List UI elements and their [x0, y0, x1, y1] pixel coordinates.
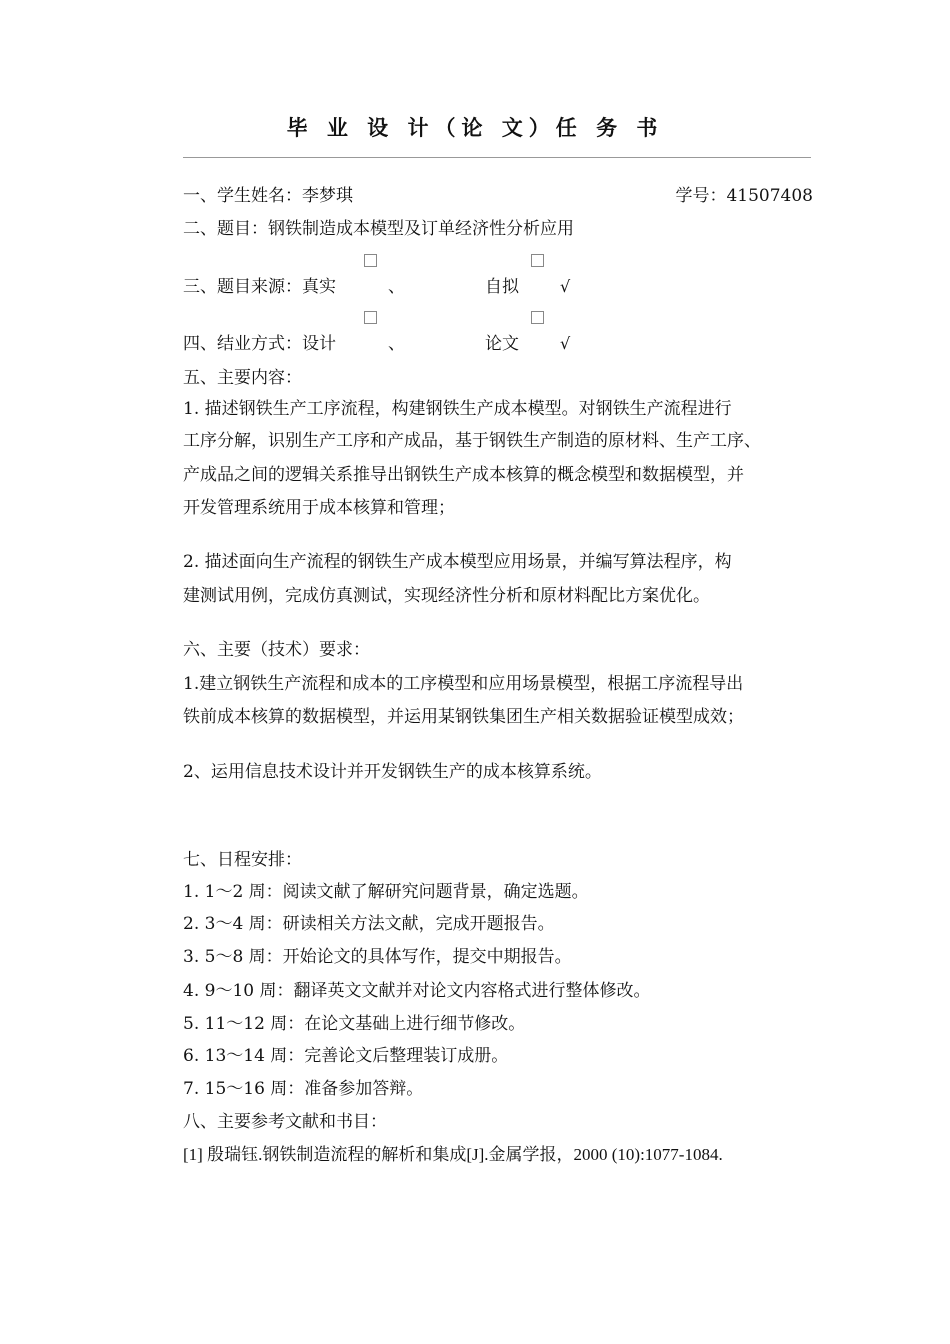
requirements-heading: 六、主要（技术）要求： [183, 640, 370, 660]
reference-item: [1] 殷瑞钰.钢铁制造流程的解析和集成[J].金属学报，2000 (10):1077-1084. [183, 1145, 723, 1164]
requirements-p1-line: 1.建立钢铁生产流程和成本的工序模型和应用场景模型，根据工序流程导出 [183, 674, 744, 694]
requirements-p2: 2、运用信息技术设计并开发钢铁生产的成本核算系统。 [183, 762, 602, 782]
schedule-item: 7. 15～16 周：准备参加答辩。 [183, 1079, 424, 1099]
schedule-item: 2. 3～4 周：研读相关方法文献，完成开题报告。 [183, 914, 555, 934]
checkbox-thesis[interactable] [531, 311, 544, 324]
requirements-p1-line: 铁前成本核算的数据模型，并运用某钢铁集团生产相关数据验证模型成效； [183, 707, 744, 727]
schedule-item: 5. 11～12 周：在论文基础上进行细节修改。 [183, 1014, 526, 1034]
content-p2-line: 建测试用例，完成仿真测试，实现经济性分析和原材料配比方案优化。 [183, 586, 710, 606]
method-separator: 、 [388, 334, 405, 354]
schedule-heading: 七、日程安排： [183, 850, 302, 870]
method-option-thesis: 论文 [485, 334, 519, 354]
references-heading: 八、主要参考文献和书目： [183, 1112, 387, 1132]
checkbox-real[interactable] [364, 254, 377, 267]
source-check-mark: √ [560, 277, 571, 296]
student-id-line: 学号：41507408 [675, 186, 813, 206]
method-check-mark: √ [560, 334, 571, 353]
source-label: 三、题目来源：真实 [183, 277, 336, 297]
checkbox-design[interactable] [364, 311, 377, 324]
schedule-item: 6. 13～14 周：完善论文后整理装订成册。 [183, 1046, 509, 1066]
title-divider [183, 157, 811, 158]
method-label: 四、结业方式：设计 [183, 334, 336, 354]
source-option-self: 自拟 [485, 277, 519, 297]
source-separator: 、 [388, 277, 405, 297]
content-p2-line: 2. 描述面向生产流程的钢铁生产成本模型应用场景，并编写算法程序，构 [183, 552, 732, 572]
content-p1-line: 产成品之间的逻辑关系推导出钢铁生产成本核算的概念模型和数据模型，并 [183, 465, 744, 485]
checkbox-self-proposed[interactable] [531, 254, 544, 267]
topic-line: 二、题目：钢铁制造成本模型及订单经济性分析应用 [183, 219, 574, 239]
student-name-line: 一、学生姓名：李梦琪 [183, 186, 353, 206]
content-heading: 五、主要内容： [183, 368, 302, 388]
schedule-item: 3. 5～8 周：开始论文的具体写作，提交中期报告。 [183, 947, 572, 967]
content-p1-line: 工序分解，识别生产工序和产成品，基于钢铁生产制造的原材料、生产工序、 [183, 431, 761, 451]
schedule-item: 4. 9～10 周：翻译英文文献并对论文内容格式进行整体修改。 [183, 981, 651, 1001]
document-title: 毕 业 设 计（论 文）任 务 书 [286, 115, 664, 140]
content-p1-line: 1. 描述钢铁生产工序流程，构建钢铁生产成本模型。对钢铁生产流程进行 [183, 399, 732, 419]
schedule-item: 1. 1～2 周：阅读文献了解研究问题背景，确定选题。 [183, 882, 589, 902]
content-p1-line: 开发管理系统用于成本核算和管理； [183, 498, 455, 518]
